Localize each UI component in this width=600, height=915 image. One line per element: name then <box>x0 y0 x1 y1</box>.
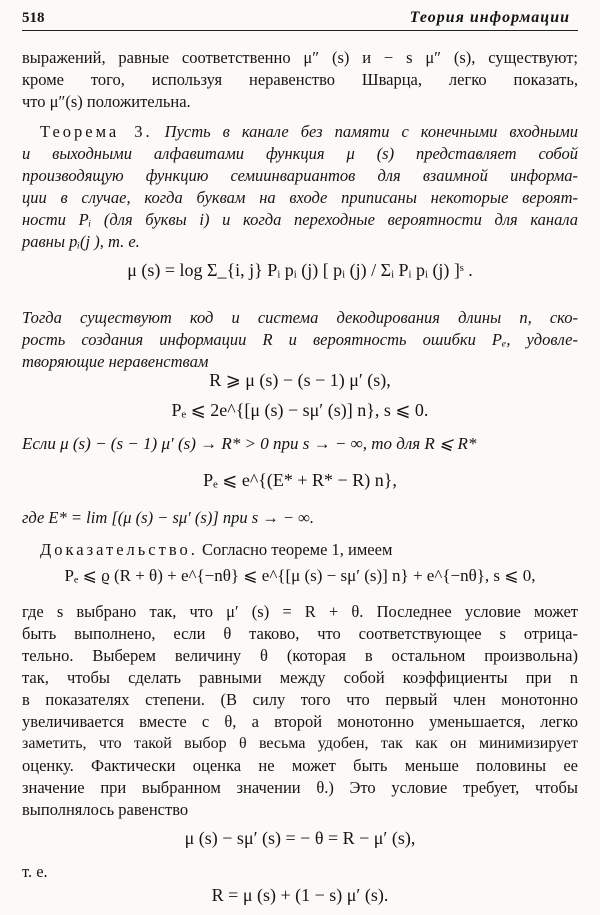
page-header <box>22 8 578 31</box>
equation-error: Pₑ ⩽ 2e^{[μ (s) − sμ′ (s)] n}, s ⩽ 0. <box>171 400 429 420</box>
text-line: т. е. <box>22 862 48 881</box>
theorem-label: Теорема 3. <box>40 122 153 141</box>
text-line: тельно. Выберем величину θ (которая в остальном произвольна) <box>22 646 578 665</box>
equation-error-limit: Pₑ ⩽ e^{(E* + R* − R) n}, <box>203 470 397 490</box>
proof-text: Согласно теореме 1, имеем <box>202 540 393 559</box>
text-line: Если μ (s) − (s − 1) μ′ (s) → R* > 0 при s → − ∞, то для R ⩽ R* <box>22 434 477 453</box>
running-title: Теория информации <box>409 9 570 26</box>
text-line: так, чтобы сделать равными между собой коэффициенты при n <box>22 668 578 687</box>
theorem-line: ции в случае, когда буквам на входе приписаны некоторые вероят- <box>22 188 578 207</box>
text-line: в показателях степени. (В силу того что первый член монотонно <box>22 690 578 709</box>
equation-final: R = μ (s) + (1 − s) μ′ (s). <box>211 885 389 905</box>
theorem-text: Пусть в канале без памяти с конечными входными <box>164 122 579 141</box>
text-line: что μ″(s) положительна. <box>22 92 191 111</box>
equation-mu: μ (s) = log Σ_{i, j} Pᵢ pᵢ (j) [ pᵢ (j) / Σᵢ Pᵢ pᵢ (j) ]ˢ . <box>127 260 473 280</box>
text-line: творяющие неравенствам <box>22 352 209 371</box>
equation-rate: R ⩾ μ (s) − (s − 1) μ′ (s), <box>209 370 391 390</box>
theorem-line: и выходными алфавитами функция μ (s) представляет собой <box>22 144 578 163</box>
page-number: 518 <box>22 10 45 26</box>
text-line: рость создания информации R и вероятность ошибки Pₑ, удовле- <box>22 330 578 349</box>
theorem-line: равны pᵢ(j ), т. е. <box>22 232 140 251</box>
text-line: Тогда существуют код и система декодирования длины n, ско- <box>22 308 578 327</box>
text-line: выполнялось равенство <box>22 800 189 819</box>
theorem-line: производящую функцию семиинвариантов для взаимной информа- <box>22 166 578 185</box>
text-line: оценку. Фактически оценка не может быть меньше половины ее <box>22 756 578 775</box>
proof-line <box>40 540 578 560</box>
text-line: где E* = lim [(μ (s) − sμ′ (s)] при s → − ∞. <box>22 508 315 527</box>
text-line: где s выбрано так, что μ′ (s) = R + θ. Последнее условие может <box>22 602 578 621</box>
equation-condition: μ (s) − sμ′ (s) = − θ = R − μ′ (s), <box>184 828 416 848</box>
proof-label: Доказательство. <box>40 540 198 559</box>
theorem-line <box>40 122 578 142</box>
text-line: заметить, что такой выбор θ весьма удобен, так как он минимизирует <box>22 735 578 752</box>
text-line: значение при выбранном значении θ.) Это условие требует, чтобы <box>22 778 578 797</box>
text-line: увеличивается вместе с θ, а второй монотонно уменьшается, легко <box>22 712 578 731</box>
text-line: быть выполнено, если θ таково, что соответствующее s отрица- <box>22 624 578 643</box>
theorem-line: ности Pᵢ (для буквы i) и когда переходные вероятности для канала <box>22 210 578 229</box>
text-line: выражений, равные соответственно μ″ (s) и − s μ″ (s), существуют; <box>22 48 578 67</box>
text-line: кроме того, используя неравенство Шварца, легко показать, <box>22 70 578 89</box>
equation-proof: Pₑ ⩽ ϱ (R + θ) + e^{−nθ} ⩽ e^{[μ (s) − sμ′ (s)] n} + e^{−nθ}, s ⩽ 0, <box>64 566 536 585</box>
